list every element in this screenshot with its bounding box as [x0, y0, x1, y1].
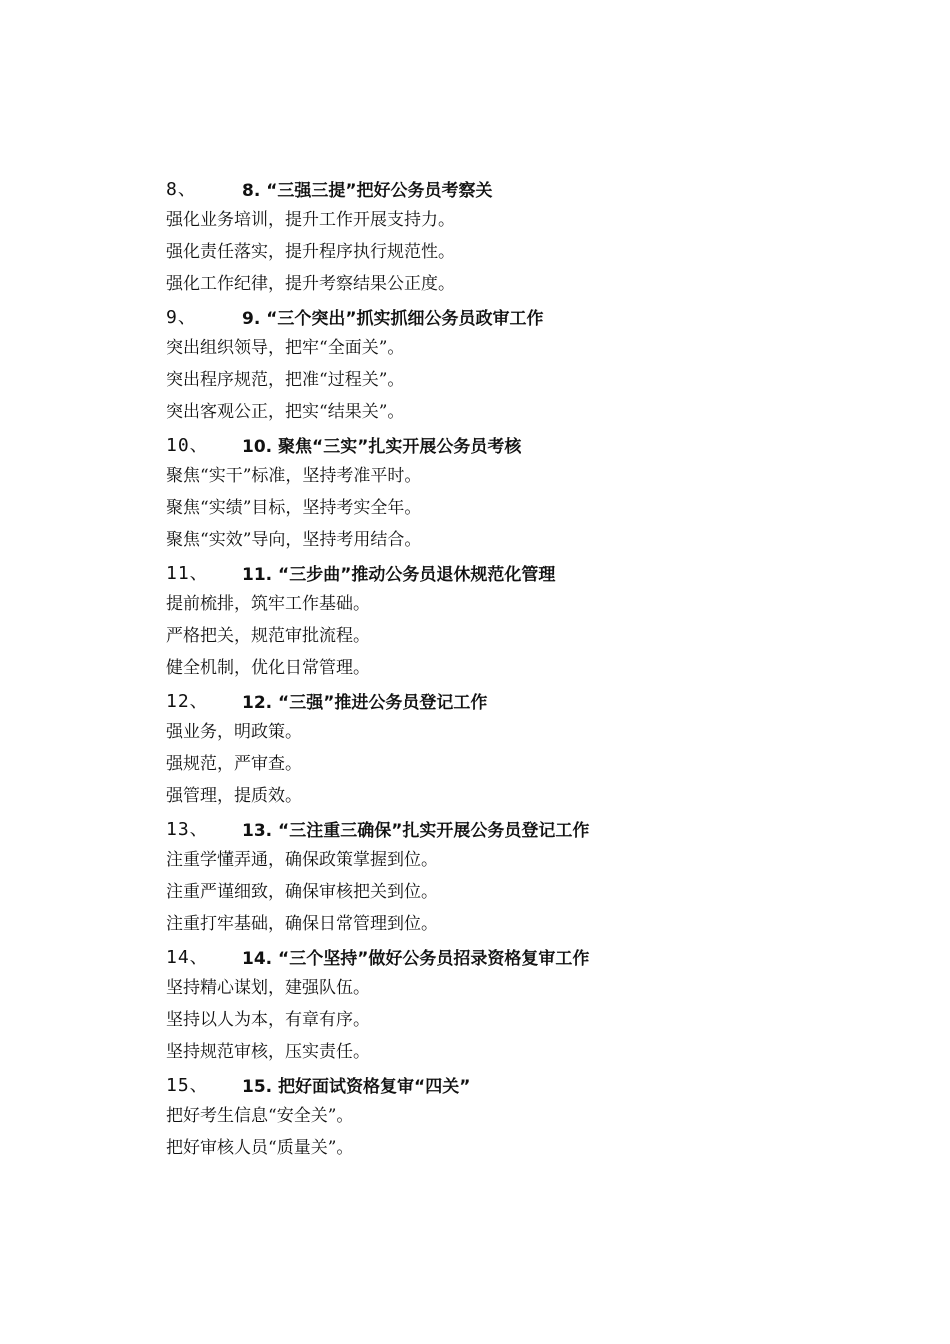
- body-line: 健全机制，优化日常管理。: [166, 658, 370, 678]
- section-heading: [166, 428, 866, 460]
- section-number: 15、: [166, 1075, 209, 1096]
- document-body: [166, 172, 866, 1164]
- body-line: 强化工作纪律，提升考察结果公正度。: [166, 274, 455, 294]
- section-10: [166, 428, 866, 556]
- section-9: [166, 300, 866, 428]
- section-14: [166, 940, 866, 1068]
- section-12: [166, 684, 866, 812]
- body-line: 聚焦“实绩”目标，坚持考实全年。: [166, 498, 422, 518]
- section-heading: [166, 812, 866, 844]
- section-title: 13. “三注重三确保”扎实开展公务员登记工作: [242, 820, 590, 841]
- section-title: 8. “三强三提”把好公务员考察关: [242, 180, 493, 201]
- body-line: 突出客观公正，把实“结果关”。: [166, 402, 405, 422]
- body-line: 坚持以人为本，有章有序。: [166, 1010, 370, 1030]
- section-title: 9. “三个突出”抓实抓细公务员政审工作: [242, 308, 544, 329]
- body-line: 把好考生信息“安全关”。: [166, 1106, 354, 1126]
- body-line: 强化业务培训，提升工作开展支持力。: [166, 210, 455, 230]
- section-number: 11、: [166, 563, 209, 584]
- body-line: 严格把关，规范审批流程。: [166, 626, 370, 646]
- section-number: 13、: [166, 819, 209, 840]
- body-line: 聚焦“实干”标准，坚持考准平时。: [166, 466, 422, 486]
- section-number: 14、: [166, 947, 209, 968]
- section-heading: [166, 1068, 866, 1100]
- body-line: 把好审核人员“质量关”。: [166, 1138, 354, 1158]
- section-number: 10、: [166, 435, 209, 456]
- section-number: 9、: [166, 307, 197, 328]
- body-line: 坚持规范审核，压实责任。: [166, 1042, 370, 1062]
- body-line: 坚持精心谋划，建强队伍。: [166, 978, 370, 998]
- body-line: 突出程序规范，把准“过程关”。: [166, 370, 405, 390]
- section-number: 8、: [166, 179, 197, 200]
- section-number: 12、: [166, 691, 209, 712]
- section-title: 10. 聚焦“三实”扎实开展公务员考核: [242, 436, 522, 457]
- body-line: 强管理，提质效。: [166, 786, 302, 806]
- section-11: [166, 556, 866, 684]
- body-line: 提前梳排，筑牢工作基础。: [166, 594, 370, 614]
- body-line: 强规范，严审查。: [166, 754, 302, 774]
- body-line: 强业务，明政策。: [166, 722, 302, 742]
- section-title: 14. “三个坚持”做好公务员招录资格复审工作: [242, 948, 590, 969]
- body-line: 突出组织领导，把牢“全面关”。: [166, 338, 405, 358]
- body-line: 聚焦“实效”导向，坚持考用结合。: [166, 530, 422, 550]
- section-heading: [166, 684, 866, 716]
- section-heading: [166, 300, 866, 332]
- section-heading: [166, 172, 866, 204]
- section-8: [166, 172, 866, 300]
- body-line: 注重打牢基础，确保日常管理到位。: [166, 914, 438, 934]
- body-line: 注重学懂弄通，确保政策掌握到位。: [166, 850, 438, 870]
- section-heading: [166, 940, 866, 972]
- section-title: 12. “三强”推进公务员登记工作: [242, 692, 488, 713]
- section-15: [166, 1068, 866, 1164]
- body-line: 注重严谨细致，确保审核把关到位。: [166, 882, 438, 902]
- section-title: 15. 把好面试资格复审“四关”: [242, 1076, 471, 1097]
- section-heading: [166, 556, 866, 588]
- body-line: 强化责任落实，提升程序执行规范性。: [166, 242, 455, 262]
- section-title: 11. “三步曲”推动公务员退休规范化管理: [242, 564, 556, 585]
- section-13: [166, 812, 866, 940]
